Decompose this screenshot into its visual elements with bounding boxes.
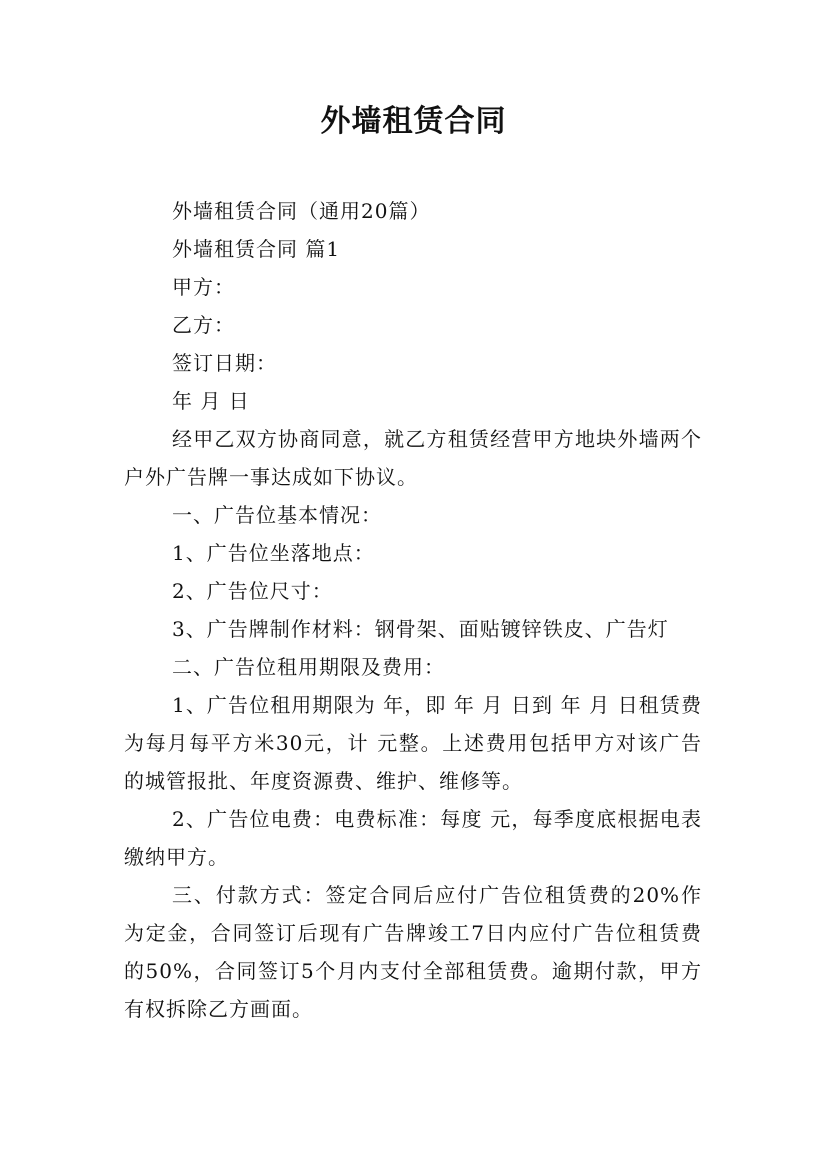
paragraph-clause-1-1: 1、广告位坐落地点：	[172, 541, 375, 565]
paragraph-signing-date: 签订日期：	[172, 351, 277, 375]
paragraph-party-b: 乙方：	[172, 313, 235, 337]
paragraph-clause-3: 三、付款方式：签定合同后应付广告位租赁费的20%作为定金，合同签订后现有广告牌竣工7日内应付广告位租赁费的50%，合同签订5个月内支付全部租赁费。逾期付款，甲方有权拆除乙方画面。	[124, 883, 702, 1021]
paragraph-clause-1-2: 2、广告位尺寸：	[172, 579, 333, 603]
paragraph-clause-1-3: 3、广告牌制作材料：钢骨架、面贴镀锌铁皮、广告灯	[172, 617, 669, 641]
paragraph-date-placeholder: 年 月 日	[172, 389, 250, 413]
paragraph-clause-1-heading: 一、广告位基本情况：	[172, 503, 382, 527]
paragraph-section-heading: 外墙租赁合同 篇1	[172, 237, 341, 261]
paragraph-party-a: 甲方：	[172, 275, 235, 299]
paragraph-subtitle: 外墙租赁合同（通用20篇）	[172, 199, 431, 223]
paragraph-agreement-intro: 经甲乙双方协商同意，就乙方租赁经营甲方地块外墙两个户外广告牌一事达成如下协议。	[124, 427, 702, 489]
document-body	[124, 192, 702, 1028]
paragraph-clause-2-heading: 二、广告位租用期限及费用：	[172, 655, 445, 679]
paragraph-clause-2-1: 1、广告位租用期限为 年，即 年 月 日到 年 月 日租赁费为每月每平方米30元，计 元整。上述费用包括甲方对该广告的城管报批、年度资源费、维护、维修等。	[124, 693, 702, 793]
document-title: 外墙租赁合同	[320, 104, 507, 139]
paragraph-clause-2-2: 2、广告位电费：电费标准：每度 元，每季度底根据电表缴纳甲方。	[124, 807, 702, 869]
